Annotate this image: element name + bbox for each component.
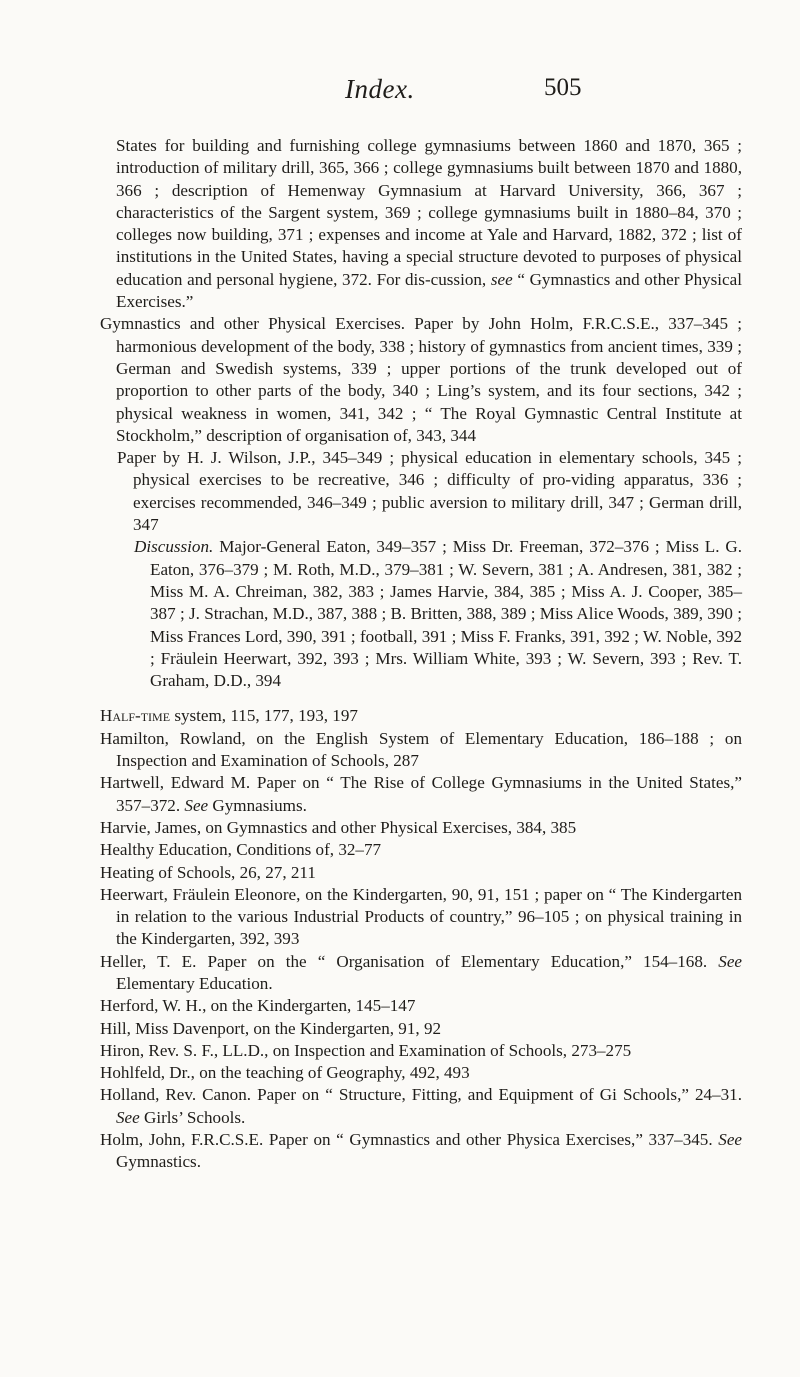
index-entry: Half-time system, 115, 177, 193, 197 — [100, 706, 358, 726]
index-entry: Hill, Miss Davenport, on the Kindergarten, 91, 92 — [100, 1018, 442, 1038]
index-entries — [100, 135, 742, 1174]
index-entry: Hohlfeld, Dr., on the teaching of Geography, 492, 493 — [100, 1063, 470, 1083]
running-title: Index. — [345, 74, 415, 104]
index-entry: Holm, John, F.R.C.S.E. Paper on “ Gymnastics and other Physica Exercises,” 337–345. See Gymnastics. — [100, 1130, 742, 1172]
index-entry: Hiron, Rev. S. F., LL.D., on Inspection and Examination of Schools, 273–275 — [100, 1040, 632, 1060]
page-header — [0, 74, 800, 114]
index-entry: Hamilton, Rowland, on the English System of Elementary Education, 186–188 ; on Inspection and Examination of Schools, 287 — [100, 728, 742, 771]
index-entry: Heerwart, Fräulein Eleonore, on the Kindergarten, 90, 91, 151 ; paper on “ The Kindergarten in relation to the various Industrial Products of country,” 96–105 ; on physical training in the Kindergarten, 392, 393 — [100, 884, 742, 949]
index-entry: Heller, T. E. Paper on the “ Organisation of Elementary Education,” 154–168. See Elementary Education. — [100, 951, 743, 993]
index-entry: Hartwell, Edward M. Paper on “ The Rise of College Gymnasiums in the United States,” 357–372. See Gymnasiums. — [100, 773, 742, 815]
index-entry: Healthy Education, Conditions of, 32–77 — [100, 840, 382, 860]
index-subentry: Paper by H. J. Wilson, J.P., 345–349 ; physical education in elementary schools, 345 ; physical exercises to be recreative, 346 ; difficulty of pro-viding apparatus, 336 ; exercises recommended, 346–349 ; public aversion to military drill, 347 ; German drill, 347 — [117, 448, 742, 535]
index-entry: Heating of Schools, 26, 27, 211 — [100, 862, 316, 882]
index-entry: Holland, Rev. Canon. Paper on “ Structure, Fitting, and Equipment of Gi Schools,” 24–31. See Girls’ Schools. — [100, 1085, 742, 1127]
index-entry: Harvie, James, on Gymnastics and other Physical Exercises, 384, 385 — [100, 817, 577, 837]
page-number: 505 — [544, 74, 582, 101]
index-entry: Gymnastics and other Physical Exercises. Paper by John Holm, F.R.C.S.E., 337–345 ; harmonious development of the body, 338 ; history of gymnastics from ancient times, 339 ; German and Swedish systems, 339 ; upper portions of the trunk developed out of proportion to other parts of the body, 340 ; Ling’s system, and its four sections, 342 ; physical weakness in women, 341, 342 ; “ The Royal Gymnastic Central Institute at Stockholm,” description of organisation of, 343, 344 — [100, 314, 742, 445]
index-entry: Herford, W. H., on the Kindergarten, 145–147 — [100, 996, 416, 1016]
index-discussion: Discussion. Major-General Eaton, 349–357 ; Miss Dr. Freeman, 372–376 ; Miss L. G. Eaton, 376–379 ; M. Roth, M.D., 379–381 ; W. Severn, 381 ; A. Andresen, 381, 382 ; Miss M. A. Chreiman, 382, 383 ; James Harvie, 384, 385 ; Miss A. J. Cooper, 385–387 ; J. Strachan, M.D., 387, 388 ; B. Britten, 388, 389 ; Miss Alice Woods, 389, 390 ; Miss Frances Lord, 390, 391 ; football, 391 ; Miss F. Franks, 391, 392 ; W. Noble, 392 ; Fräulein Heerwart, 392, 393 ; Mrs. William White, 393 ; W. Severn, 393 ; Rev. T. Graham, D.D., 394 — [134, 537, 742, 691]
index-entry: States for building and furnishing college gymnasiums between 1860 and 1870, 365 ; introduction of military drill, 365, 366 ; college gymnasiums built between 1870 and 1880, 366 ; description of Hemenway Gymnasium at Harvard University, 366, 367 ; characteristics of the Sargent system, 369 ; college gymnasiums built in 1880–84, 370 ; colleges now building, 371 ; expenses and income at Yale and Harvard, 1882, 372 ; list of institutions in the United States, having a special structure devoted to purposes of physical education and personal hygiene, 372. For dis-cussion, see “ Gymnastics and other Physical Exercises.” — [116, 136, 742, 312]
